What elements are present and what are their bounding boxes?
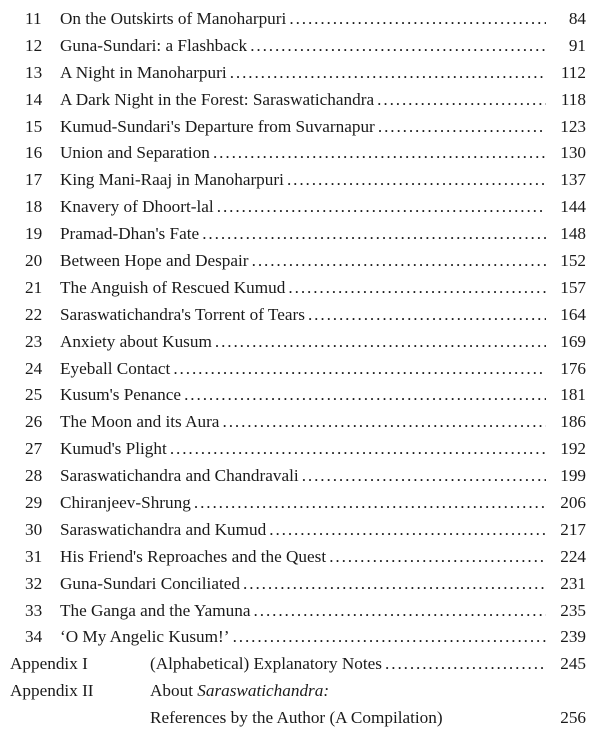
chapter-title: Knavery of Dhoort-lal . . . — [60, 194, 550, 221]
chapter-number: 16 — [25, 143, 43, 163]
chapter-title: Saraswatichandra and Kumud . . . — [60, 517, 550, 544]
chapter-title: Saraswatichandra's Torrent of Tears . . . — [60, 302, 550, 329]
page-number: 130 — [546, 140, 586, 167]
toc-entry-28 — [0, 463, 600, 490]
toc-entry-27 — [0, 436, 600, 463]
toc-entry-14 — [0, 87, 600, 114]
page-number: 123 — [546, 114, 586, 141]
chapter-number: 28 — [25, 466, 43, 486]
appendix-label: Appendix I — [10, 654, 88, 674]
chapter-number: 29 — [25, 493, 43, 513]
chapter-number: 20 — [25, 251, 43, 271]
toc-entry-34 — [0, 624, 600, 651]
toc-entry-13 — [0, 60, 600, 87]
chapter-title: On the Outskirts of Manoharpuri . . . — [60, 6, 550, 33]
chapter-title: A Night in Manoharpuri . . . — [60, 60, 550, 87]
chapter-number: 13 — [25, 62, 43, 82]
toc-entry-20 — [0, 248, 600, 275]
chapter-title: Chiranjeev-Shrung . . . — [60, 490, 550, 517]
toc-entry-19 — [0, 221, 600, 248]
toc-entry-15 — [0, 114, 600, 141]
appendix-title-line-1 — [150, 678, 542, 705]
toc-entry-24 — [0, 356, 600, 383]
chapter-number: 32 — [25, 573, 43, 593]
chapter-title: Anxiety about Kusum . . . — [60, 329, 550, 356]
toc-entry-23 — [0, 329, 600, 356]
toc-entry-22 — [0, 302, 600, 329]
chapter-title: Kumud-Sundari's Departure from Suvarnapur . . . — [60, 114, 550, 141]
page-number: 256 — [546, 705, 586, 732]
appendix-title: (Alphabetical) Explanatory Notes . . . — [150, 651, 550, 678]
chapter-number: 21 — [25, 277, 43, 297]
chapter-title: The Ganga and the Yamuna . . . — [60, 598, 550, 625]
chapter-title: Kusum's Penance . . . — [60, 382, 550, 409]
toc-entry-appendix-2 — [0, 678, 600, 705]
toc-entry-30 — [0, 517, 600, 544]
chapter-title: Kumud's Plight . . . — [60, 436, 550, 463]
page-number: 231 — [546, 571, 586, 598]
chapter-number: 22 — [25, 304, 43, 324]
chapter-title: Union and Separation . . . — [60, 140, 550, 167]
page-number: 206 — [546, 490, 586, 517]
chapter-number: 18 — [25, 197, 43, 217]
toc-entry-25 — [0, 382, 600, 409]
page-number: 217 — [546, 517, 586, 544]
toc-entry-appendix-1 — [0, 651, 600, 678]
table-of-contents — [0, 6, 600, 732]
page-number: 239 — [546, 624, 586, 651]
chapter-number: 34 — [25, 627, 43, 647]
page-number: 152 — [546, 248, 586, 275]
chapter-title: ‘O My Angelic Kusum!’ . . . — [60, 624, 550, 651]
appendix-title-line-2: References by the Author (A Compilation) — [150, 708, 443, 728]
toc-entry-11 — [0, 6, 600, 33]
page-number: 192 — [546, 436, 586, 463]
chapter-number: 30 — [25, 519, 43, 539]
appendix-title-italic: Saraswatichandra: — [197, 681, 330, 701]
chapter-title: King Mani-Raaj in Manoharpuri . . . — [60, 167, 550, 194]
toc-entry-17 — [0, 167, 600, 194]
chapter-number: 15 — [25, 116, 43, 136]
chapter-number: 19 — [25, 224, 43, 244]
page-number: 91 — [546, 33, 586, 60]
chapter-number: 26 — [25, 412, 43, 432]
chapter-title: Saraswatichandra and Chandravali . . . — [60, 463, 550, 490]
appendix-title-prefix: About — [150, 681, 198, 701]
page-number: 118 — [546, 87, 586, 114]
page-number: 245 — [546, 651, 586, 678]
toc-entry-16 — [0, 140, 600, 167]
page-number: 137 — [546, 167, 586, 194]
toc-entry-29 — [0, 490, 600, 517]
toc-entry-26 — [0, 409, 600, 436]
page-number: 199 — [546, 463, 586, 490]
page-number: 169 — [546, 329, 586, 356]
chapter-title: His Friend's Reproaches and the Quest . . . — [60, 544, 550, 571]
toc-entry-12 — [0, 33, 600, 60]
appendix-label: Appendix II — [10, 681, 94, 701]
chapter-number: 33 — [25, 600, 43, 620]
chapter-title: A Dark Night in the Forest: Saraswatichandra . . . — [60, 87, 550, 114]
page-number: 181 — [546, 382, 586, 409]
page-number: 164 — [546, 302, 586, 329]
chapter-title: Eyeball Contact . . . — [60, 356, 550, 383]
page-number: 148 — [546, 221, 586, 248]
chapter-number: 17 — [25, 170, 43, 190]
toc-entry-21 — [0, 275, 600, 302]
toc-entry-32 — [0, 571, 600, 598]
page-number: 186 — [546, 409, 586, 436]
chapter-title: Guna-Sundari Conciliated . . . — [60, 571, 550, 598]
page-number: 176 — [546, 356, 586, 383]
page-number: 84 — [546, 6, 586, 33]
page-number: 144 — [546, 194, 586, 221]
chapter-number: 12 — [25, 35, 43, 55]
chapter-number: 24 — [25, 358, 43, 378]
chapter-title: Guna-Sundari: a Flashback . . . — [60, 33, 550, 60]
toc-entry-18 — [0, 194, 600, 221]
chapter-number: 25 — [25, 385, 43, 405]
toc-entry-33 — [0, 598, 600, 625]
chapter-title: Pramad-Dhan's Fate . . . — [60, 221, 550, 248]
page-number: 224 — [546, 544, 586, 571]
chapter-number: 27 — [25, 439, 43, 459]
chapter-title: The Anguish of Rescued Kumud . . . — [60, 275, 550, 302]
page-number: 112 — [546, 60, 586, 87]
chapter-number: 23 — [25, 331, 43, 351]
page-number: 157 — [546, 275, 586, 302]
page-number: 235 — [546, 598, 586, 625]
chapter-number: 11 — [25, 9, 42, 28]
toc-entry-31 — [0, 544, 600, 571]
chapter-title: The Moon and its Aura . . . — [60, 409, 550, 436]
toc-entry-appendix-2-line-2 — [0, 705, 600, 732]
chapter-number: 14 — [25, 89, 43, 109]
chapter-title: Between Hope and Despair . . . — [60, 248, 550, 275]
chapter-number: 31 — [25, 546, 43, 566]
